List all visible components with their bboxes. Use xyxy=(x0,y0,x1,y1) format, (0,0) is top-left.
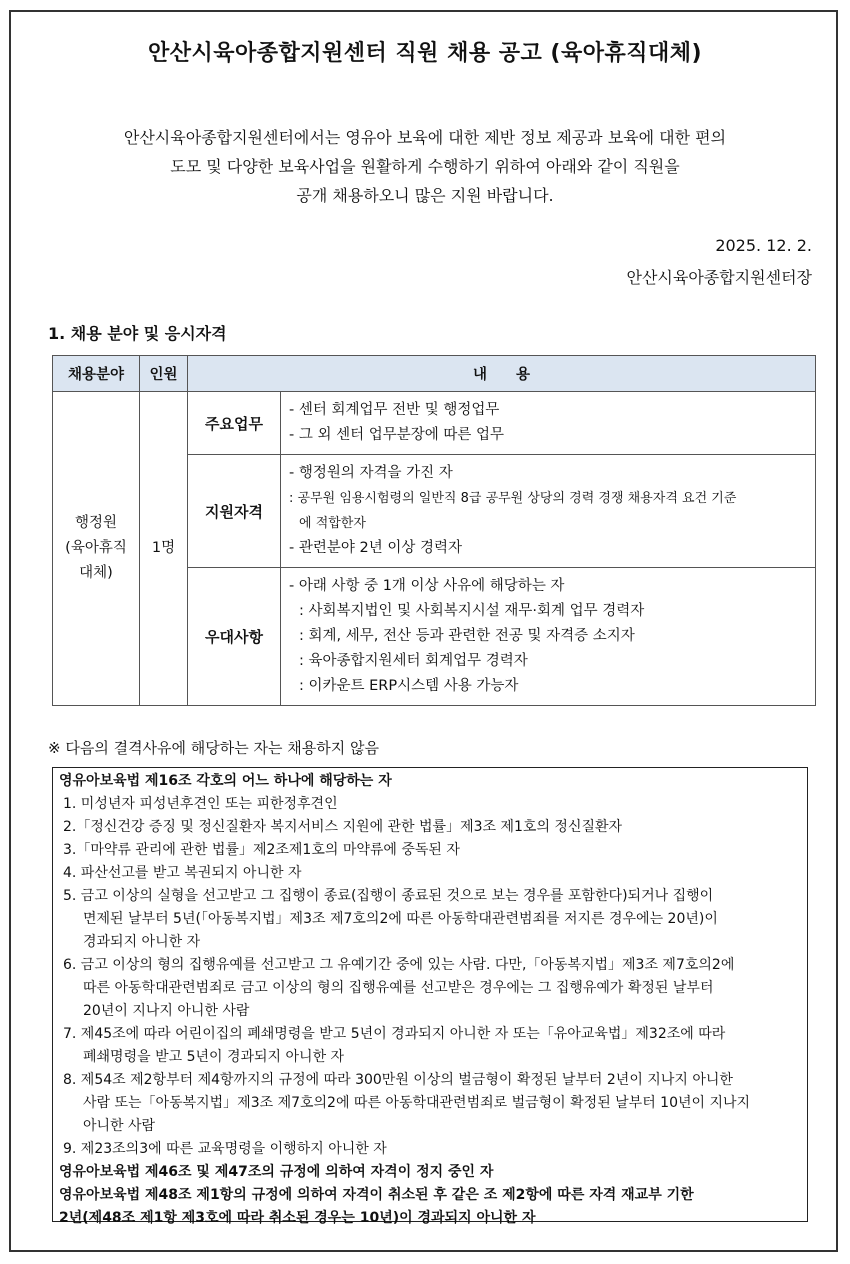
intro-line: 도모 및 다양한 보육사업을 원활하게 수행하기 위하여 아래와 같이 직원을 xyxy=(170,157,680,176)
disq-item-cont: 따른 아동학대관련범죄로 금고 이상의 형의 집행유예를 선고받은 경우에는 그 집행유예가 확정된 날부터 xyxy=(83,980,714,996)
content-line: : 육아종합지원세터 회계업무 경력자 xyxy=(299,653,528,669)
content-line: : 사회복지법인 및 사회복지시설 재무·회계 업무 경력자 xyxy=(299,603,645,619)
category-qualification: 지원자격 xyxy=(188,455,281,568)
disq-item: 5. 금고 이상의 실형을 선고받고 그 집행이 종료(집행이 종료된 것으로 보는 경우를 포함한다)되거나 집행이 xyxy=(63,888,714,904)
page-title: 안산시육아종합지원센터 직원 채용 공고 (육아휴직대체) xyxy=(147,41,703,66)
field-cell xyxy=(53,392,140,706)
preference-content xyxy=(281,568,816,706)
intro-line: 안산시육아종합지원센터에서는 영유아 보육에 대한 제반 정보 제공과 보육에 대한 편의 xyxy=(123,128,727,147)
duties-content xyxy=(281,392,816,455)
disqualification-box xyxy=(52,767,808,1226)
intro-line: 공개 채용하오니 많은 지원 바랍니다. xyxy=(296,186,554,205)
field-line: 행정원 xyxy=(74,515,118,531)
disq-heading: 영유아보육법 제16조 각호의 어느 하나에 해당하는 자 xyxy=(59,773,392,789)
field-line: (육아휴직 xyxy=(65,540,127,556)
disq-footer: 영유아보육법 제46조 및 제47조의 규정에 의하여 자격이 정지 중인 자 xyxy=(59,1164,494,1180)
content-line: - 관련분야 2년 이상 경력자 xyxy=(289,540,462,556)
announcement-date: 2025. 12. 2. xyxy=(715,236,812,255)
content-line: - 센터 회계업무 전반 및 행정업무 xyxy=(289,402,500,418)
header-field: 채용분야 xyxy=(53,356,140,392)
content-line: : 공무원 임용시험령의 일반직 8급 공무원 상당의 경력 경쟁 채용자격 요건 기준 xyxy=(289,491,737,506)
disq-item-cont: 사람 또는「아동복지법」제3조 제7호의2에 따른 아동학대관련범죄로 벌금형이 확정된 날부터 10년이 지나지 xyxy=(83,1095,751,1111)
disq-item-cont: 폐쇄명령을 받고 5년이 경과되지 아니한 자 xyxy=(83,1049,345,1065)
disq-item: 9. 제23조의3에 따른 교육명령을 이행하지 아니한 자 xyxy=(63,1141,387,1157)
content-line: - 그 외 센터 업무분장에 따른 업무 xyxy=(289,427,504,443)
disq-item: 2.「정신건강 증징 및 정신질환자 복지서비스 지원에 관한 법률」제3조 제1호의 정신질환자 xyxy=(63,819,623,835)
qualification-content xyxy=(281,455,816,568)
content-line: : 회계, 세무, 전산 등과 관련한 전공 및 자격증 소지자 xyxy=(299,628,635,644)
disq-item-cont: 아니한 사람 xyxy=(83,1118,156,1134)
disq-item: 8. 제54조 제2항부터 제4항까지의 규정에 따라 300만원 이상의 벌금형이 확정된 날부터 2년이 지나지 아니한 xyxy=(63,1072,733,1088)
disqualification-note: ※ 다음의 결격사유에 해당하는 자는 채용하지 않음 xyxy=(48,739,379,757)
issuer: 안산시육아종합지원센터장 xyxy=(626,268,812,287)
header-count: 인원 xyxy=(140,356,188,392)
table-header-row xyxy=(53,356,816,392)
content-line: 에 적합한자 xyxy=(299,516,366,531)
table-row xyxy=(53,392,816,455)
content-line: : 이카운트 ERP시스템 사용 가능자 xyxy=(299,678,519,694)
disq-item: 3.「마약류 관리에 관한 법률」제2조제1호의 마약류에 중독된 자 xyxy=(63,842,460,858)
disq-footer: 영유아보육법 제48조 제1항의 규정에 의하여 자격이 취소된 후 같은 조 제2항에 따른 자격 재교부 기한 xyxy=(59,1187,694,1203)
intro-paragraph xyxy=(40,123,810,210)
field-line: 대체) xyxy=(79,565,113,581)
category-preference: 우대사항 xyxy=(188,568,281,706)
disq-item: 4. 파산선고를 받고 복권되지 아니한 자 xyxy=(63,865,302,881)
count-cell: 1명 xyxy=(140,392,188,706)
header-content: 내 용 xyxy=(188,356,816,392)
recruitment-table xyxy=(52,355,816,706)
disq-item-cont: 경과되지 아니한 자 xyxy=(83,934,201,950)
section-heading: 1. 채용 분야 및 응시자격 xyxy=(48,324,227,343)
content-line: - 아래 사항 중 1개 이상 사유에 해당하는 자 xyxy=(289,578,565,594)
disq-item: 6. 금고 이상의 형의 집행유예를 선고받고 그 유예기간 중에 있는 사람. 다만,「아동복지법」제3조 제7호의2에 xyxy=(63,957,735,973)
disq-item-cont: 20년이 지나지 아니한 사람 xyxy=(83,1003,250,1019)
disq-item-cont: 면제된 날부터 5년(「아동복지법」제3조 제7호의2에 따른 아동학대관련범죄를 저지른 경우에는 20년)이 xyxy=(83,911,718,927)
category-duties: 주요업무 xyxy=(188,392,281,455)
disq-item: 7. 제45조에 따라 어린이집의 폐쇄명령을 받고 5년이 경과되지 아니한 자 또는「유아교육법」제32조에 따라 xyxy=(63,1026,726,1042)
disq-item: 1. 미성년자 피성년후견인 또는 피한정후견인 xyxy=(63,796,338,812)
disq-footer: 2년(제48조 제1항 제3호에 따라 취소된 경우는 10년)이 경과되지 아니한 자 xyxy=(59,1210,536,1226)
content-line: - 행정원의 자격을 가진 자 xyxy=(289,465,453,481)
